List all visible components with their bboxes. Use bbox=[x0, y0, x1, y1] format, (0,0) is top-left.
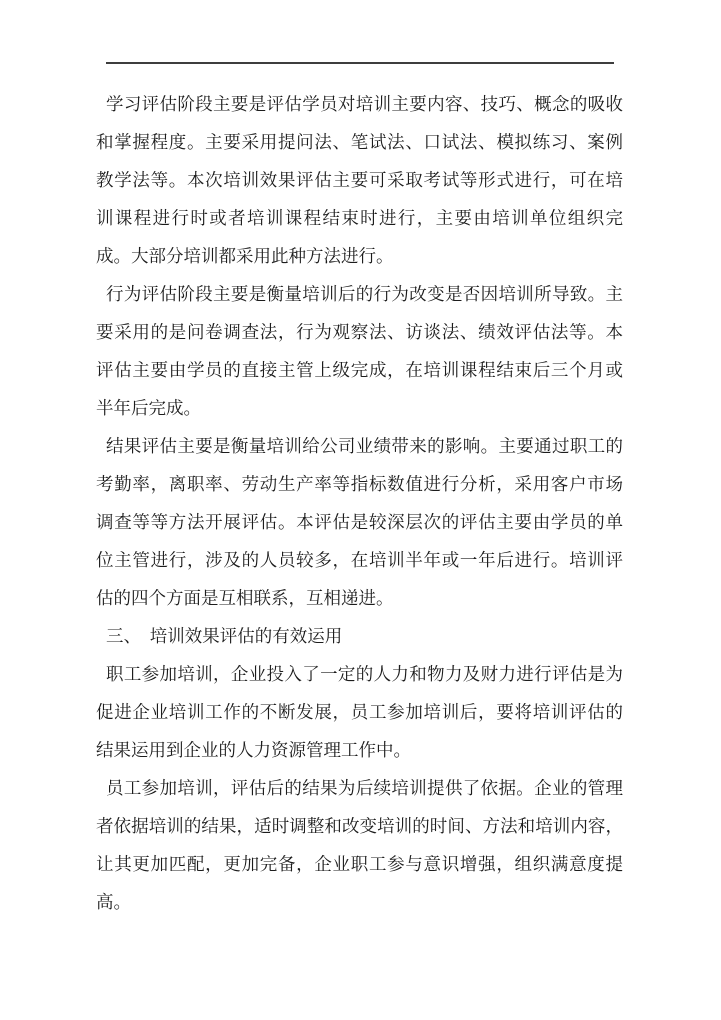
text-line: 估的四个方面是互相联系，互相递进。 bbox=[96, 589, 394, 609]
heading-line: 三、 培训效果评估的有效运用 bbox=[106, 627, 343, 647]
text-line: 结果评估主要是衡量培训给公司业绩带来的影响。主要通过职工的 bbox=[106, 437, 623, 457]
text-line: 高。 bbox=[96, 893, 131, 913]
text-line: 成。大部分培训都采用此种方法进行。 bbox=[96, 247, 394, 267]
text-line: 促进企业培训工作的不断发展，员工参加培训后，要将培训评估的 bbox=[96, 703, 623, 723]
document-body bbox=[96, 86, 623, 922]
text-line: 职工参加培训，企业投入了一定的人力和物力及财力进行评估是为 bbox=[106, 665, 623, 685]
text-line: 要采用的是问卷调查法，行为观察法、访谈法、绩效评估法等。本 bbox=[96, 323, 623, 343]
paragraph bbox=[96, 770, 623, 922]
text-line: 半年后完成。 bbox=[96, 399, 201, 419]
section-heading bbox=[96, 618, 623, 656]
paragraph bbox=[96, 428, 623, 618]
horizontal-rule bbox=[106, 62, 614, 64]
text-line: 结果运用到企业的人力资源管理工作中。 bbox=[96, 741, 411, 761]
text-line: 调查等等方法开展评估。本评估是较深层次的评估主要由学员的单 bbox=[96, 513, 623, 533]
paragraph bbox=[96, 276, 623, 428]
text-line: 位主管进行，涉及的人员较多，在培训半年或一年后进行。培训评 bbox=[96, 551, 623, 571]
text-line: 和掌握程度。主要采用提问法、笔试法、口试法、模拟练习、案例 bbox=[96, 133, 623, 153]
text-line: 训课程进行时或者培训课程结束时进行，主要由培训单位组织完 bbox=[96, 209, 623, 229]
text-line: 员工参加培训，评估后的结果为后续培训提供了依据。企业的管理 bbox=[106, 779, 623, 799]
paragraph bbox=[96, 656, 623, 770]
paragraph bbox=[96, 86, 623, 276]
text-line: 让其更加匹配，更加完备，企业职工参与意识增强，组织满意度提 bbox=[96, 855, 623, 875]
text-line: 评估主要由学员的直接主管上级完成，在培训课程结束后三个月或 bbox=[96, 361, 623, 381]
text-line: 者依据培训的结果，适时调整和改变培训的时间、方法和培训内容， bbox=[96, 817, 623, 837]
text-line: 考勤率，离职率、劳动生产率等指标数值进行分析，采用客户市场 bbox=[96, 475, 623, 495]
text-line: 教学法等。本次培训效果评估主要可采取考试等形式进行，可在培 bbox=[96, 171, 623, 191]
text-line: 学习评估阶段主要是评估学员对培训主要内容、技巧、概念的吸收 bbox=[106, 95, 623, 115]
text-line: 行为评估阶段主要是衡量培训后的行为改变是否因培训所导致。主 bbox=[106, 285, 623, 305]
